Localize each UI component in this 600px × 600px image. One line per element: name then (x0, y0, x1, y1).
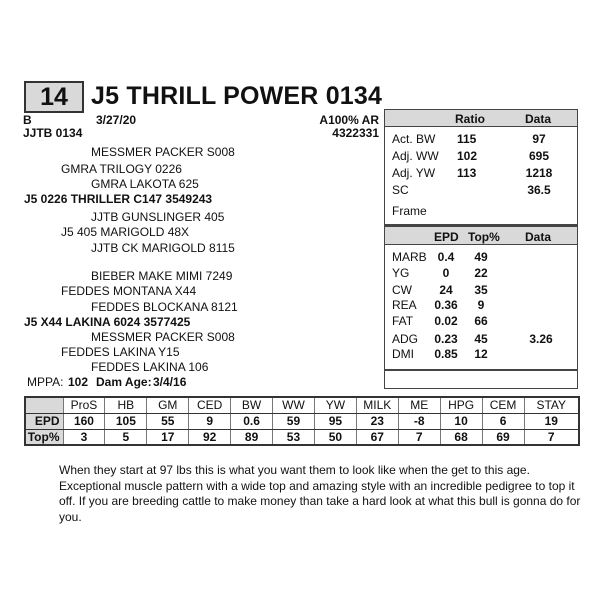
empty-notes-box (384, 370, 578, 389)
carcass-epd: 0.85 (434, 347, 458, 361)
epd-summary-table (24, 396, 580, 446)
col-header: CED (189, 397, 231, 413)
epd-value: 19 (524, 413, 579, 429)
perf-label: Adj. YW (392, 166, 436, 180)
pedigree-sire-dam-sire: JJTB GUNSLINGER 405 (91, 210, 225, 224)
epd-header-row (25, 397, 579, 413)
carcass-top: 49 (474, 250, 488, 264)
pedigree-sire-sire-dam: GMRA LAKOTA 625 (91, 177, 199, 191)
pedigree-dam-dam-sire: MESSMER PACKER S008 (91, 330, 235, 344)
perf-data: 36.5 (527, 183, 551, 197)
carcass-data: 3.26 (529, 332, 553, 346)
ratio-header: Ratio (455, 112, 485, 126)
carcass-epd: 0.4 (437, 250, 455, 264)
epd-value: 160 (63, 413, 105, 429)
carcass-top: 22 (474, 266, 488, 280)
col-header: STAY (524, 397, 579, 413)
data-header: Data (525, 230, 552, 244)
epd-value: 0.6 (231, 413, 273, 429)
top-value: 53 (273, 429, 315, 445)
carcass-top: 12 (474, 347, 488, 361)
pedigree-sire-sire-sire: MESSMER PACKER S008 (91, 145, 235, 159)
perf-ratio: 115 (457, 132, 477, 146)
row-label: EPD (25, 413, 63, 429)
epd-values-row (25, 413, 579, 429)
perf-data: 695 (528, 149, 550, 163)
carcass-label: YG (392, 266, 410, 280)
breed-percentage: A100% AR (319, 113, 379, 127)
pedigree-sire-dam-dam: JJTB CK MARIGOLD 8115 (91, 241, 235, 255)
carcass-label: MARB (392, 250, 427, 264)
carcass-header (385, 227, 577, 245)
perf-label: Act. BW (392, 132, 436, 146)
corner-cell (25, 397, 63, 413)
top-value: 7 (524, 429, 579, 445)
performance-header (385, 110, 577, 127)
carcass-label: REA (392, 298, 417, 312)
pedigree-dam: J5 X44 LAKINA 6024 3577425 (24, 315, 191, 329)
pedigree-dam-dam-dam: FEDDES LAKINA 106 (91, 360, 209, 374)
epd-value: 10 (440, 413, 482, 429)
col-header: ProS (63, 397, 105, 413)
epd-value: 23 (356, 413, 398, 429)
perf-label: SC (392, 183, 409, 197)
epd-value: 95 (314, 413, 356, 429)
carcass-top: 35 (474, 283, 488, 297)
registration-number: 4322331 (332, 126, 379, 140)
epd-header: EPD (434, 230, 459, 244)
sale-comment: When they start at 97 lbs this is what you want them to look like when the get to this age. Exceptional muscle pattern with a wide top and amazing style with an incredible pedigree to top it off. If you are breeding cattle to make money than take a hard look at what this bull is gonna do for you. (59, 463, 581, 524)
epd-value: 105 (105, 413, 147, 429)
top-value: 17 (147, 429, 189, 445)
birth-date: 3/27/20 (96, 113, 137, 127)
carcass-label: DMI (392, 347, 414, 361)
col-header: HB (105, 397, 147, 413)
dam-age-label: Dam Age: (96, 375, 152, 389)
top-value: 68 (440, 429, 482, 445)
top-value: 69 (482, 429, 524, 445)
epd-value: 9 (189, 413, 231, 429)
sex-code: B (23, 113, 32, 127)
top-value: 5 (105, 429, 147, 445)
carcass-epd: 0 (442, 266, 450, 280)
col-header: HPG (440, 397, 482, 413)
carcass-label: FAT (392, 314, 414, 328)
carcass-label: CW (392, 283, 412, 297)
top-percent-row (25, 429, 579, 445)
data-header: Data (525, 112, 552, 126)
carcass-epd-panel (384, 225, 578, 370)
pedigree-sire-dam: J5 405 MARIGOLD 48X (61, 225, 190, 239)
carcass-epd: 0.36 (434, 298, 458, 312)
pedigree-dam-sire: FEDDES MONTANA X44 (61, 284, 197, 298)
epd-value: 6 (482, 413, 524, 429)
col-header: GM (147, 397, 189, 413)
row-label: Top% (25, 429, 63, 445)
carcass-top: 9 (477, 298, 485, 312)
perf-data: 97 (532, 132, 546, 146)
carcass-top: 66 (474, 314, 488, 328)
col-header: MILK (356, 397, 398, 413)
perf-data: 1218 (525, 166, 553, 180)
top-value: 3 (63, 429, 105, 445)
perf-ratio: 102 (457, 149, 478, 163)
pedigree-sire-sire: GMRA TRILOGY 0226 (61, 162, 182, 176)
top-value: 92 (189, 429, 231, 445)
pedigree-dam-sire-sire: BIEBER MAKE MIMI 7249 (91, 269, 233, 283)
col-header: CEM (482, 397, 524, 413)
col-header: YW (314, 397, 356, 413)
top-value: 50 (314, 429, 356, 445)
perf-label: Adj. WW (392, 149, 439, 163)
carcass-epd: 24 (439, 283, 453, 297)
carcass-top: 45 (474, 332, 488, 346)
carcass-epd: 0.02 (434, 314, 458, 328)
epd-value: 55 (147, 413, 189, 429)
dam-age-value: 3/4/16 (153, 375, 187, 389)
col-header: BW (231, 397, 273, 413)
epd-value: -8 (398, 413, 440, 429)
top-value: 89 (231, 429, 273, 445)
carcass-label: ADG (392, 332, 419, 346)
pedigree-sire: J5 0226 THRILLER C147 3549243 (24, 192, 213, 206)
tattoo-id: JJTB 0134 (23, 126, 83, 140)
mppa-value: 102 (68, 375, 89, 389)
perf-label: Frame (392, 204, 427, 218)
top-value: 7 (398, 429, 440, 445)
lot-number-badge: 14 (24, 81, 84, 113)
top-value: 67 (356, 429, 398, 445)
col-header: ME (398, 397, 440, 413)
top-header: Top% (468, 230, 500, 244)
pedigree-dam-dam: FEDDES LAKINA Y15 (61, 345, 180, 359)
epd-value: 59 (273, 413, 315, 429)
pedigree-dam-sire-dam: FEDDES BLOCKANA 8121 (91, 300, 238, 314)
perf-ratio: 113 (457, 166, 477, 180)
carcass-epd: 0.23 (434, 332, 458, 346)
animal-name-title: J5 THRILL POWER 0134 (91, 82, 383, 110)
mppa-label: MPPA: (27, 375, 64, 389)
performance-panel (384, 109, 578, 225)
col-header: WW (273, 397, 315, 413)
